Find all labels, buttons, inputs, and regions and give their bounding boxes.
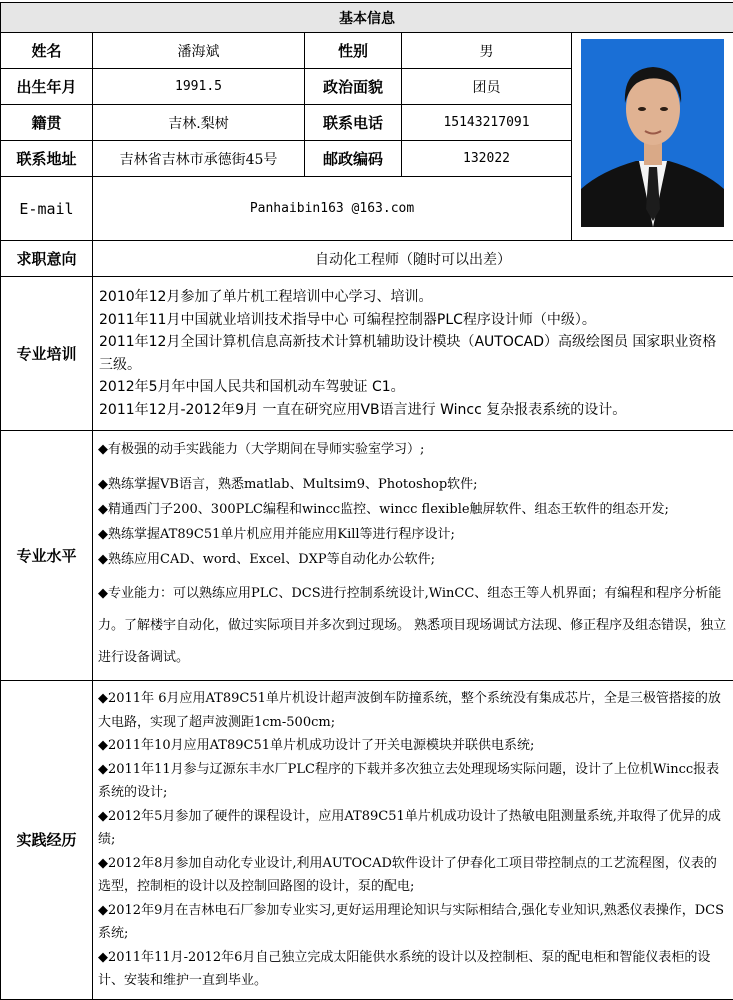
practice-item: ◆2011年 6月应用AT89C51单片机设计超声波倒车防撞系统，整个系统没有集成芯片，全是三极管搭接的放大电路，实现了超声波测距1cm-500cm; [98, 687, 728, 734]
practice-item: ◆2011年10月应用AT89C51单片机成功设计了开关电源模块并联供电系统; [98, 734, 728, 758]
practice-item: ◆2011年11月参与辽源东丰水厂PLC程序的下载并多次独立去处理现场实际问题，设计了上位机Wincc报表系统的设计; [98, 758, 728, 805]
training-item: 2011年12月-2012年9月 一直在研究应用VB语言进行 Wincc 复杂报表系统的设计。 [99, 399, 727, 422]
gender-label: 性别 [305, 33, 402, 69]
training-item: 2011年12月全国计算机信息高新技术计算机辅助设计模块（AUTOCAD）高级绘图员 国家职业资格三级。 [99, 331, 727, 376]
phone-value: 15143217091 [402, 105, 572, 141]
email-label: E-mail [1, 177, 93, 241]
address-label: 联系地址 [1, 141, 93, 177]
name-label: 姓名 [1, 33, 93, 69]
name-value: 潘海斌 [93, 33, 305, 69]
birth-label: 出生年月 [1, 69, 93, 105]
training-item: 2010年12月参加了单片机工程培训中心学习、培训。 [99, 286, 727, 309]
phone-label: 联系电话 [305, 105, 402, 141]
skill-item: ◆精通西门子200、300PLC编程和wincc监控、wincc flexible触屏软件、组态王软件的组态开发; [98, 497, 728, 522]
training-label: 专业培训 [1, 277, 93, 431]
politics-label: 政治面貌 [305, 69, 402, 105]
address-value: 吉林省吉林市承德街45号 [93, 141, 305, 177]
basic-info-header: 基本信息 [1, 3, 733, 33]
email-value: Panhaibin163 @163.com [93, 177, 572, 241]
profile-photo [581, 39, 724, 227]
training-item: 2012年5月年中国人民共和国机动车驾驶证 C1。 [99, 376, 727, 399]
practice-item: ◆2012年8月参加自动化专业设计,利用AUTOCAD软件设计了伊春化工项目带控制点的工艺流程图，仪表的选型，控制柜的设计以及控制回路图的设计，泵的配电; [98, 852, 728, 899]
objective-label: 求职意向 [1, 241, 93, 277]
photo-cell [572, 33, 733, 241]
skill-item: ◆熟练掌握VB语言，熟悉matlab、Multsim9、Photoshop软件; [98, 472, 728, 497]
postcode-value: 132022 [402, 141, 572, 177]
skill-item: ◆有极强的动手实践能力（大学期间在导师实验室学习）; [98, 437, 728, 462]
skill-item: ◆熟练掌握AT89C51单片机应用并能应用Kill等进行程序设计; [98, 522, 728, 547]
skills-label: 专业水平 [1, 431, 93, 681]
gender-value: 男 [402, 33, 572, 69]
skills-content [93, 431, 733, 681]
postcode-label: 邮政编码 [305, 141, 402, 177]
practice-content [93, 681, 733, 1000]
origin-value: 吉林.梨树 [93, 105, 305, 141]
practice-label: 实践经历 [1, 681, 93, 1000]
practice-item: ◆2012年5月参加了硬件的课程设计，应用AT89C51单片机成功设计了热敏电阻测量系统,并取得了优异的成绩; [98, 805, 728, 852]
skill-item: ◆熟练应用CAD、word、Excel、DXP等自动化办公软件; [98, 547, 728, 572]
practice-item: ◆2011年11月-2012年6月自己独立完成太阳能供水系统的设计以及控制柜、泵的配电柜和智能仪表柜的设计、安装和维护一直到毕业。 [98, 946, 728, 993]
birth-value: 1991.5 [93, 69, 305, 105]
practice-item: ◆2012年9月在吉林电石厂参加专业实习,更好运用理论知识与实际相结合,强化专业知识,熟悉仪表操作，DCS系统; [98, 899, 728, 946]
politics-value: 团员 [402, 69, 572, 105]
training-item: 2011年11月中国就业培训技术指导中心 可编程控制器PLC程序设计师（中级）。 [99, 309, 727, 332]
skill-item: ◆专业能力：可以熟练应用PLC、DCS进行控制系统设计,WinCC、组态王等人机界面；有编程和程序分析能力。了解楼宇自动化，做过实际项目并多次到过现场。 熟悉项目现场调试方法现、修正程序及组态错误，独立进行设备调试。 [98, 578, 728, 674]
resume-table [0, 2, 733, 1000]
training-content [93, 277, 733, 431]
origin-label: 籍贯 [1, 105, 93, 141]
objective-value: 自动化工程师（随时可以出差） [93, 241, 733, 277]
